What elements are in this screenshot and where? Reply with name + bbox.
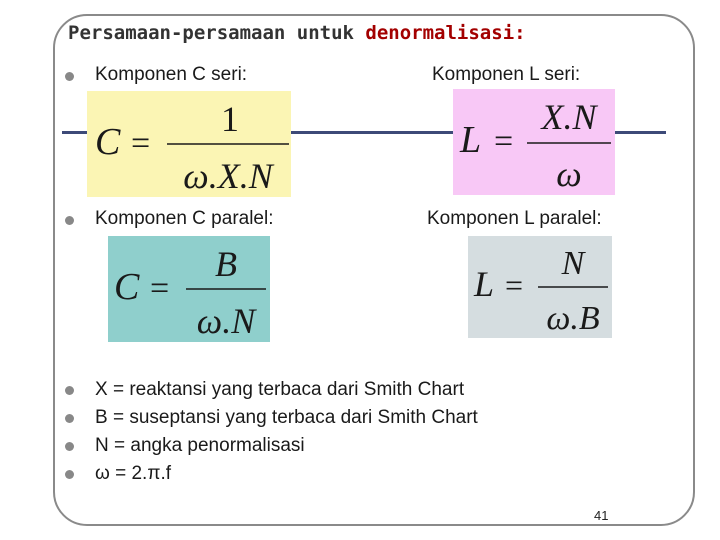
formula-c-parallel-denominator: ω.N — [196, 301, 256, 341]
rule-line-right — [614, 131, 666, 134]
formula-l-parallel-numerator: N — [561, 245, 585, 282]
definition-x: X = reaktansi yang terbaca dari Smith Chart — [95, 379, 465, 400]
formula-l-series-denominator: ω — [556, 154, 582, 194]
formula-c-series-numerator: 1 — [221, 99, 239, 139]
formula-c-parallel-numerator: B — [215, 244, 237, 284]
formula-l-parallel — [468, 236, 612, 338]
formula-l-parallel-eq: = — [505, 267, 524, 303]
formula-l-parallel-denominator: ω.B — [546, 300, 600, 337]
formula-l-series-numerator: X.N — [541, 97, 597, 137]
bullet-def-1 — [65, 386, 74, 395]
definition-n: N = angka penormalisasi — [95, 435, 305, 456]
definition-omega: ω = 2.π.f — [95, 463, 171, 484]
label-l-parallel: Komponen L paralel: — [427, 208, 602, 229]
formula-c-parallel — [108, 236, 270, 342]
rule-line-left — [62, 131, 90, 134]
formula-c-series-denominator: ω.X.N — [183, 156, 273, 196]
bullet-c-parallel — [65, 216, 74, 225]
formula-l-series-lhs: L — [460, 119, 482, 161]
page-number: 41 — [594, 508, 609, 523]
bullet-def-4 — [65, 470, 74, 479]
bullet-def-3 — [65, 442, 74, 451]
formula-c-series-lhs: C — [95, 121, 121, 163]
bullet-c-series — [65, 72, 74, 81]
rule-line-middle — [290, 131, 454, 134]
formula-c-series-eq: = — [131, 125, 151, 162]
bullet-def-2 — [65, 414, 74, 423]
title-prefix: Persamaan-persamaan untuk — [68, 22, 366, 44]
formula-l-series-eq: = — [494, 123, 514, 160]
label-c-series: Komponen C seri: — [95, 64, 248, 85]
definitions-list — [95, 376, 478, 488]
formula-c-parallel-eq: = — [150, 270, 170, 307]
label-l-series: Komponen L seri: — [432, 64, 581, 85]
definition-b: B = suseptansi yang terbaca dari Smith Chart — [95, 407, 478, 428]
label-c-parallel: Komponen C paralel: — [95, 208, 274, 229]
formula-l-parallel-lhs: L — [474, 264, 495, 304]
slide-title — [68, 22, 526, 44]
formula-c-series — [87, 91, 291, 197]
title-accent: denormalisasi: — [365, 22, 526, 44]
formula-c-parallel-lhs: C — [114, 266, 140, 308]
formula-l-series — [453, 89, 615, 195]
